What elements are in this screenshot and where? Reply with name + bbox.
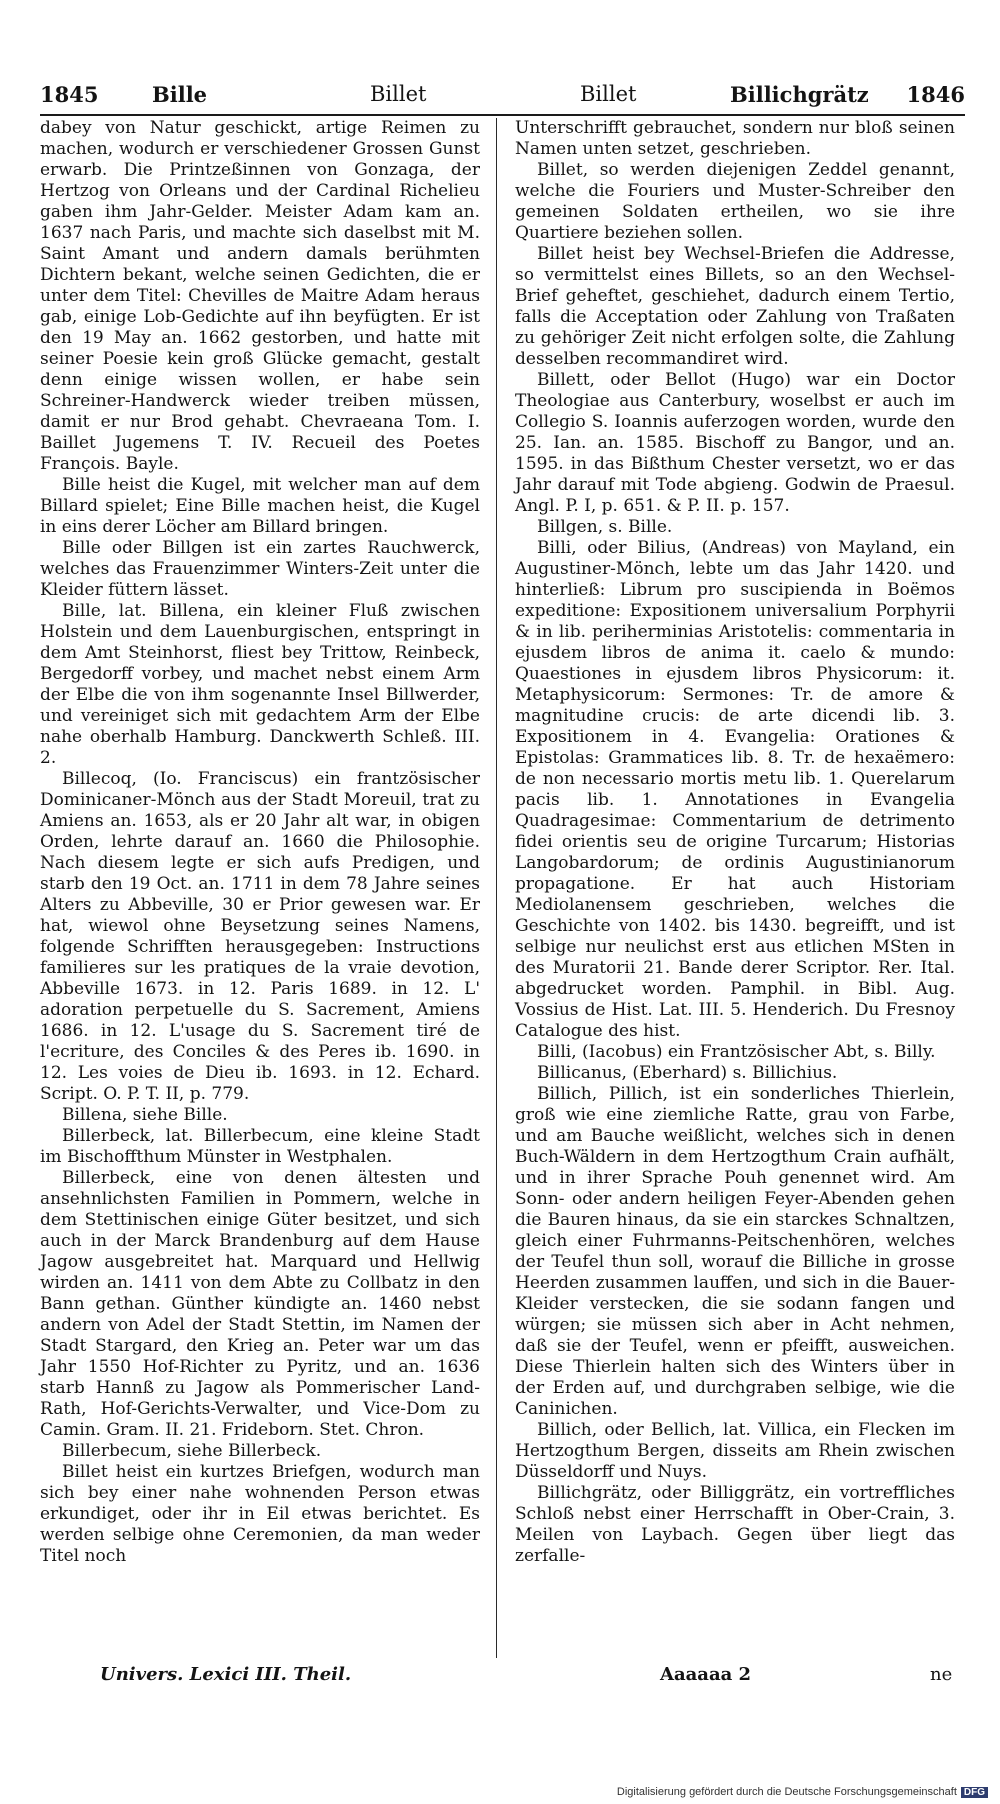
dfg-logo-badge: DFG [961, 1787, 988, 1798]
entry-paragraph: Billi, (Iacobus) ein Frantzösischer Abt, s. Billy. [537, 1042, 936, 1062]
page-number-right: 1846 [906, 82, 965, 107]
credit-text: Digitalisierung gefördert durch die Deutsche Forschungsgemeinschaft [616, 1786, 957, 1798]
right-column [515, 118, 955, 1567]
left-column [40, 118, 480, 1567]
entry-paragraph: Billi, oder Bilius, (Andreas) von Mayland, ein Augustiner-Mönch, lebte um das Jahr 1420. und hinterließ: Librum pro suscipienda in Boëmos expeditione: Expositionem universalium Porphyrii & in lib. periherminias Aristotelis: commentaria in ejusdem libros de anima it. caelo & mundo: Quaestiones in ejusdem libros Physicorum: it. Metaphysicorum: Sermones: Tr. de amore & magnitudine crucis: de arte dicendi lib. 3. Expositionem in 4. Evangelia: Orationes & Epistolas: Grammatices lib. 8. Tr. de hexaëmero: de non necessario mortis metu lib. 1. Querelarum pacis lib. 1. Annotationes in Evangelia Quadragesimae: Commentarium de detrimento fidei orientis seu de origine Turcarum; Historias Langobardorum; de ordinis Augustinianorum propagatione. Er hat auch Historiam Mediolanensem geschrieben, welches die Geschichte von 1402. bis 1430. begreifft, und ist selbige nur neulichst erst aus etlichen MSten in des Muratorii 21. Bande derer Scriptor. Rer. Ital. abgedrucket worden. Pamphil. in Bibl. Aug. Vossius de Hist. Lat. III. 5. Henderich. Du Fresnoy Catalogue des hist. [515, 538, 955, 1041]
entry-paragraph: dabey von Natur geschickt, artige Reimen zu machen, wodurch er verschiedener Grossen Gunst erwarb. Die Printzeßinnen von Gonzaga, der Hertzog von Orleans und der Cardinal Richelieu gaben ihm Jahr-Gelder. Meister Adam kam an. 1637 nach Paris, und machte sich daselbst mit M. Saint Amant und andern damals berühmten Dichtern bekant, welche seinen Gedichten, die er unter dem Titel: Chevilles de Maitre Adam heraus gab, einige Lob-Gedichte auf ihn beyfügten. Er ist den 19 May an. 1662 gestorben, und hatte mit seiner Poesie kein groß Glücke gemacht, gestalt denn einige wissen wollen, er habe sein Schreiner-Handwerck wieder treiben müssen, damit er nur Brod gehabt. Chevraeana Tom. I. Baillet Jugemens T. IV. Recueil des Poetes François. Bayle. [40, 118, 480, 474]
volume-title: Univers. Lexici III. Theil. [100, 1664, 352, 1685]
page-number-left: 1845 [40, 82, 99, 107]
entry-paragraph: Billich, oder Bellich, lat. Villica, ein Flecken im Hertzogthum Bergen, disseits am Rhein zwischen Düsseldorff und Nuys. [515, 1420, 955, 1482]
entry-paragraph: Billichgrätz, oder Billiggrätz, ein vortreffliches Schloß nebst einer Herrschafft in Ober-Crain, 3. Meilen von Laybach. Gegen über liegt das zerfalle- [515, 1483, 955, 1566]
entry-paragraph: Bille heist die Kugel, mit welcher man auf dem Billard spielet; Eine Bille machen heist, die Kugel in eins derer Löcher am Billard bringen. [40, 475, 480, 537]
running-header [40, 82, 965, 116]
entry-paragraph: Bille oder Billgen ist ein zartes Rauchwerck, welches das Frauenzimmer Winters-Zeit unter die Kleider füttern lässet. [40, 538, 480, 600]
digitization-credit [617, 1786, 988, 1798]
entry-paragraph: Billich, Pillich, ist ein sonderliches Thierlein, groß wie eine ziemliche Ratte, grau von Farbe, und am Bauche weißlicht, welches sich in denen Buch-Wäldern in dem Hertzogthum Crain aufhält, und in ihrer Sprache Pouh genennet wird. Am Sonn- oder andern heiligen Feyer-Abenden gehen die Bauren hinaus, da sie ein starckes Schnaltzen, gleich einer Fuhrmanns-Peitschenhören, welches der Teufel thun soll, worauf die Billiche in grosse Heerden zusammen lauffen, und sich in die Bauer-Kleider verstecken, die sie sodann fangen und würgen; sie müssen sich aber in Acht nehmen, daß sie der Teufel, wenn er pfeifft, ausweichen. Diese Thierlein halten sich des Winters über in der Erden auf, und durchgraben selbige, wie die Caninichen. [515, 1084, 955, 1419]
page-catchword: ne [930, 1664, 953, 1685]
entry-paragraph: Billena, siehe Bille. [62, 1105, 228, 1125]
signature-mark: Aaaaaa 2 [660, 1664, 752, 1685]
entry-paragraph: Billet, so werden diejenigen Zeddel genannt, welche die Fouriers und Muster-Schreiber den gemeinen Soldaten ertheilen, wo sie ihre Quartiere beziehen sollen. [515, 160, 955, 243]
catchword-center-left: Billet [370, 82, 427, 106]
entry-paragraph: Billicanus, (Eberhard) s. Billichius. [537, 1063, 838, 1083]
headword-right: Billichgrätz [730, 82, 869, 107]
entry-paragraph: Billerbeck, eine von denen ältesten und ansehnlichsten Familien in Pommern, welche in dem Stettinischen einige Güter besitzet, und sich auch in der Marck Brandenburg auf dem Hause Jagow ausgebreitet hat. Marquard und Hellwig wirden an. 1411 von dem Abte zu Collbatz in den Bann gethan. Günther kündigte an. 1460 nebst andern von Adel der Stadt Stettin, im Namen der Stadt Stargard, den Krieg an. Peter war um das Jahr 1550 Hof-Richter zu Pyritz, und an. 1636 starb Hannß zu Jagow als Pommerischer Land-Rath, Hof-Gerichts-Verwalter, und Vice-Dom zu Camin. Gram. II. 21. Frideborn. Stet. Chron. [40, 1168, 480, 1440]
column-divider [496, 118, 497, 1658]
entry-paragraph: Billet heist ein kurtzes Briefgen, wodurch man sich bey einer nahe wohnenden Person etwas erkundiget, oder ihr in Eil etwas berichtet. Es werden selbige ohne Ceremonien, da man weder Titel noch [40, 1462, 480, 1566]
catchword-center-right: Billet [580, 82, 637, 106]
headword-left: Bille [152, 82, 208, 107]
entry-paragraph: Billecoq, (Io. Franciscus) ein frantzösischer Dominicaner-Mönch aus der Stadt Moreuil, trat zu Amiens an. 1653, als er 20 Jahr alt war, in obigen Orden, lehrte darauf an. 1660 die Philosophie. Nach diesem legte er sich aufs Predigen, und starb den 19 Oct. an. 1711 in dem 78 Jahre seines Alters zu Abbeville, 30 er Prior gewesen war. Er hat, wiewol ohne Beysetzung seines Namens, folgende Schrifften herausgegeben: Instructions familieres sur les pratiques de la vraie devotion, Abbeville 1673. in 12. Paris 1689. in 12. L' adoration perpetuelle du S. Sacrement, Amiens 1686. in 12. L'usage du S. Sacrement tiré de l'ecriture, des Conciles & des Peres ib. 1690. in 12. Les voies de Dieu ib. 1693. in 12. Echard. Script. O. P. T. II, p. 779. [40, 769, 480, 1104]
entry-paragraph: Billerbecum, siehe Billerbeck. [62, 1441, 322, 1461]
entry-paragraph: Billgen, s. Bille. [537, 517, 673, 537]
entry-paragraph: Unterschrifft gebrauchet, sondern nur bloß seinen Namen unten setzet, geschrieben. [515, 118, 955, 159]
entry-paragraph: Billerbeck, lat. Billerbecum, eine kleine Stadt im Bischoffthum Münster in Westphalen. [40, 1126, 480, 1167]
entry-paragraph: Billett, oder Bellot (Hugo) war ein Doctor Theologiae aus Canterbury, woselbst er auch im Collegio S. Ioannis auferzogen worden, wurde den 25. Ian. an. 1585. Bischoff zu Bangor, und an. 1595. in das Bißthum Chester versetzt, wo er das Jahr darauf mit Tode abgieng. Godwin de Praesul. Angl. P. I, p. 651. & P. II. p. 157. [515, 370, 955, 516]
entry-paragraph: Billet heist bey Wechsel-Briefen die Addresse, so vermittelst eines Billets, so an den Wechsel-Brief geheftet, geschiehet, dadurch einem Tertio, falls die Acceptation oder Zahlung von Traßaten zu gehöriger Zeit nicht erfolgen solte, die Zahlung desselben recommandiret wird. [515, 244, 955, 369]
entry-paragraph: Bille, lat. Billena, ein kleiner Fluß zwischen Holstein und dem Lauenburgischen, entspringt in dem Amt Steinhorst, fliest bey Trittow, Reinbeck, Bergedorff vorbey, und machet nebst einem Arm der Elbe die von ihm sogenannte Insel Billwerder, und vereiniget sich mit gedachtem Arm der Elbe nahe oberhalb Hamburg. Danckwerth Schleß. III. 2. [40, 601, 480, 768]
